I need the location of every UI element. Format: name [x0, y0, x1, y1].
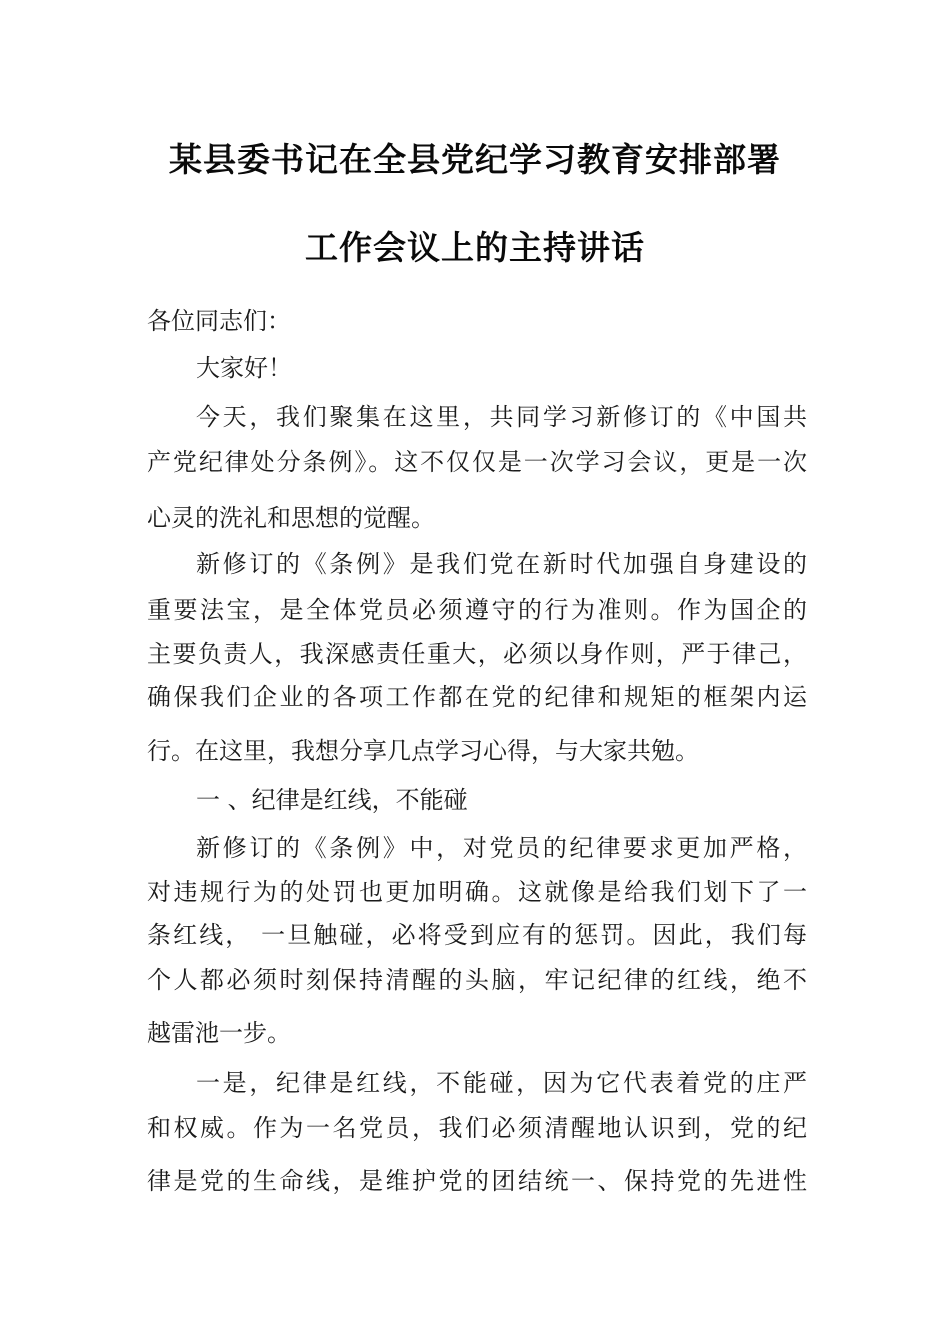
paragraph-line: 心灵的洗礼和思想的觉醒。 [147, 504, 435, 532]
paragraph-line: 产党纪律处分条例》。这不仅仅是一次学习会议，更是一次 [147, 448, 807, 476]
paragraph-line: 确保我们企业的各项工作都在党的纪律和规矩的框架内运 [147, 683, 807, 711]
paragraph-line: 对违规行为的处罚也更加明确。这就像是给我们划下了一 [147, 878, 807, 906]
paragraph-line: 重要法宝，是全体党员必须遵守的行为准则。作为国企的 [147, 596, 807, 624]
paragraph-line: 条红线， 一旦触碰，必将受到应有的惩罚。因此，我们每 [147, 921, 807, 949]
paragraph-line: 一是，纪律是红线，不能碰，因为它代表着党的庄严 [196, 1069, 807, 1097]
document-title-line-2: 工作会议上的主持讲话 [305, 228, 645, 267]
paragraph-line: 新修订的《条例》中，对党员的纪律要求更加严格， [196, 834, 807, 862]
document-title-line-1: 某县委书记在全县党纪学习教育安排部署 [169, 140, 781, 179]
paragraph-line: 越雷池一步。 [147, 1019, 291, 1047]
paragraph-line: 律是党的生命线，是维护党的团结统一、保持党的先进性 [147, 1167, 807, 1195]
paragraph-line: 新修订的《条例》是我们党在新时代加强自身建设的 [196, 550, 807, 578]
paragraph-line: 和权威。作为一名党员，我们必须清醒地认识到，党的纪 [147, 1114, 807, 1142]
greeting: 大家好！ [196, 354, 292, 382]
paragraph-line: 主要负责人，我深感责任重大，必须以身作则，严于律己， [147, 640, 807, 668]
paragraph-line: 今天，我们聚集在这里，共同学习新修订的《中国共 [196, 403, 807, 431]
paragraph-line: 个人都必须时刻保持清醒的头脑，牢记纪律的红线，绝不 [147, 966, 807, 994]
section-heading: 一 、纪律是红线，不能碰 [196, 786, 468, 814]
salutation: 各位同志们： [147, 307, 291, 335]
paragraph-line: 行。在这里，我想分享几点学习心得，与大家共勉。 [147, 737, 699, 765]
